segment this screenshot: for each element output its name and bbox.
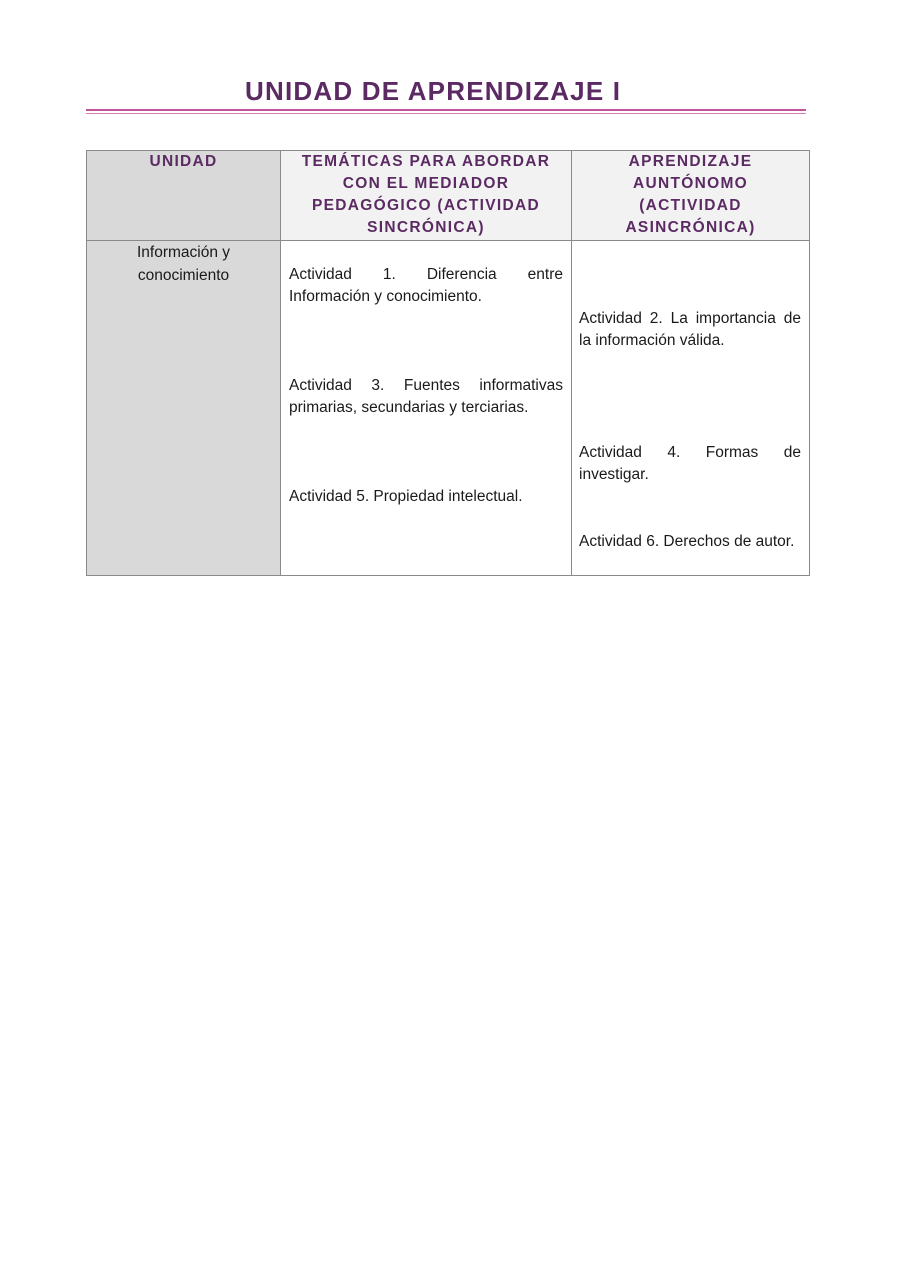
title-underline-bottom	[86, 113, 806, 114]
header-tematicas-text: TEMÁTICAS PARA ABORDAR CON EL MEDIADOR PEDAGÓGICO (ACTIVIDAD SINCRÓNICA)	[301, 153, 551, 236]
sincronica-activity-5: Actividad 5. Propiedad intelectual.	[289, 488, 523, 505]
asincronica-activity-4: Actividad 4. Formas de investigar.	[579, 444, 801, 483]
sincronica-activity-1: Actividad 1. Diferencia entre Información y conocimiento.	[289, 266, 563, 305]
unidad-name: Información y conocimiento	[136, 244, 231, 284]
title-underline-top	[86, 109, 806, 111]
asincronica-cell	[572, 241, 810, 576]
header-tematicas	[281, 151, 572, 241]
asincronica-activity-6: Actividad 6. Derechos de autor.	[579, 533, 795, 550]
learning-unit-table	[86, 150, 810, 576]
sincronica-activity-3: Actividad 3. Fuentes informativas primarias, secundarias y terciarias.	[289, 377, 563, 416]
table-row	[87, 241, 810, 576]
asincronica-activity-2: Actividad 2. La importancia de la información válida.	[579, 310, 801, 349]
title-underline	[86, 109, 806, 114]
sincronica-cell	[281, 241, 572, 576]
table-header-row	[87, 151, 810, 241]
header-aprendizaje	[572, 151, 810, 241]
header-unidad: UNIDAD	[87, 151, 281, 241]
page-title: UNIDAD DE APRENDIZAJE I	[245, 76, 622, 106]
header-aprendizaje-text: APRENDIZAJE AUNTÓNOMO (ACTIVIDAD ASINCRÓNICA)	[625, 153, 756, 236]
unidad-cell	[87, 241, 281, 576]
